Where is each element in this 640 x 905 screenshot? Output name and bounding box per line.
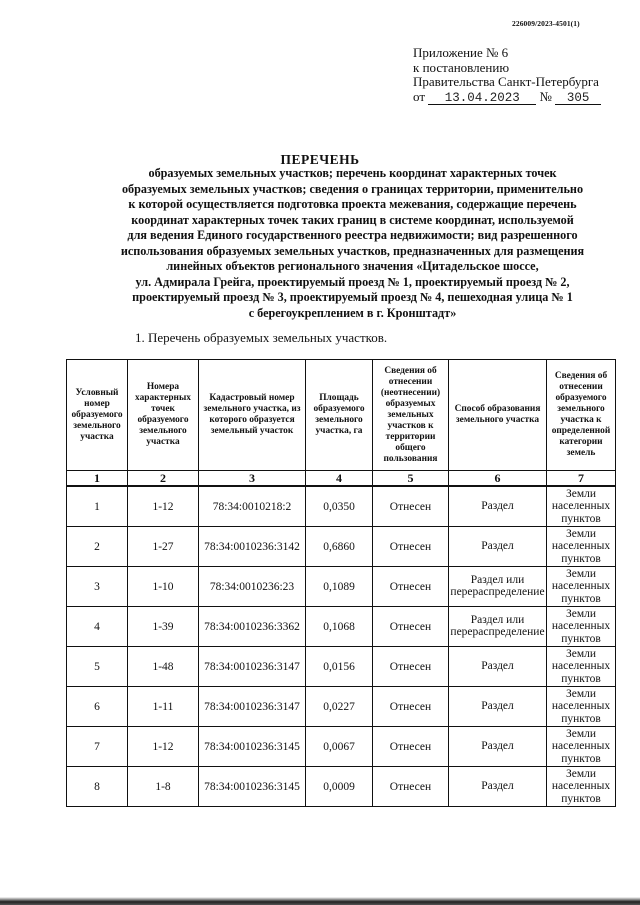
cell-land-category: Земли населенных пунктов	[547, 687, 616, 727]
cell-area: 0,6860	[306, 527, 373, 567]
cell-public-use-status: Отнесен	[373, 527, 449, 567]
document-heading: ПЕРЕЧЕНЬ	[280, 152, 360, 167]
cell-point-numbers: 1-12	[128, 486, 199, 527]
subtitle-line: с берегоукреплением в г. Кронштадт»	[248, 305, 457, 320]
cell-point-numbers: 1-11	[128, 687, 199, 727]
cell-area: 0,1089	[306, 567, 373, 607]
cell-cadastral-number: 78:34:0010236:3147	[199, 647, 306, 687]
cell-area: 0,0350	[306, 486, 373, 527]
cell-plot-number: 7	[67, 727, 128, 767]
cell-land-category: Земли населенных пунктов	[547, 767, 616, 807]
cell-formation-method: Раздел	[449, 727, 547, 767]
appendix-title: Приложение № 6	[413, 45, 509, 60]
cell-formation-method: Раздел или перераспределение	[449, 607, 547, 647]
column-number: 2	[128, 471, 199, 487]
cell-public-use-status: Отнесен	[373, 767, 449, 807]
cell-land-category: Земли населенных пунктов	[547, 527, 616, 567]
subtitle-line: ул. Адмирала Грейга, проектируемый проезд № 1, проектируемый проезд № 2,	[135, 274, 570, 289]
cell-public-use-status: Отнесен	[373, 486, 449, 527]
table-row	[67, 647, 616, 687]
cell-formation-method: Раздел	[449, 527, 547, 567]
cell-public-use-status: Отнесен	[373, 567, 449, 607]
cell-plot-number: 6	[67, 687, 128, 727]
number-label: №	[539, 88, 552, 104]
table-row	[67, 727, 616, 767]
header-public-use-status: Сведения об отнесении (неотнесении) образуемых земельных участков к территории общего пользования	[373, 360, 449, 471]
cell-land-category: Земли населенных пунктов	[547, 647, 616, 687]
header-plot-number: Условный номер образуемого земельного участка	[67, 360, 128, 471]
appendix-government: Правительства Санкт-Петербурга	[413, 74, 599, 89]
subtitle-line: использования образуемых земельных участков, предназначенных для размещения	[120, 243, 585, 258]
column-number: 3	[199, 471, 306, 487]
scan-bottom-edge	[0, 897, 640, 905]
table-row	[67, 486, 616, 527]
cell-cadastral-number: 78:34:0010236:3142	[199, 527, 306, 567]
subtitle-line: линейных объектов регионального значения «Цитадельское шоссе,	[166, 259, 539, 273]
cell-cadastral-number: 78:34:0010236:3362	[199, 607, 306, 647]
from-label: от	[413, 88, 426, 104]
table-row	[67, 687, 616, 727]
cell-plot-number: 5	[67, 647, 128, 687]
cell-plot-number: 1	[67, 486, 128, 527]
cell-land-category: Земли населенных пунктов	[547, 567, 616, 607]
appendix-resolution-label: к постановлению	[413, 59, 510, 75]
cell-land-category: Земли населенных пунктов	[547, 486, 616, 527]
subtitle-line: образуемых земельных участков; перечень координат характерных точек	[148, 166, 557, 180]
cell-formation-method: Раздел	[449, 486, 547, 527]
cell-cadastral-number: 78:34:0010218:2	[199, 486, 306, 527]
resolution-number: 305	[555, 92, 601, 105]
subtitle-line: проектируемый проезд № 3, проектируемый проезд № 4, пешеходная улица № 1	[132, 290, 573, 304]
cell-public-use-status: Отнесен	[373, 647, 449, 687]
cell-area: 0,0067	[306, 727, 373, 767]
cell-land-category: Земли населенных пунктов	[547, 607, 616, 647]
cell-cadastral-number: 78:34:0010236:23	[199, 567, 306, 607]
cell-plot-number: 3	[67, 567, 128, 607]
cell-formation-method: Раздел	[449, 687, 547, 727]
cell-formation-method: Раздел или перераспределение	[449, 567, 547, 607]
cell-area: 0,0156	[306, 647, 373, 687]
header-cadastral-number: Кадастровый номер земельного участка, из которого образуется земельный участок	[199, 360, 306, 471]
header-area: Площадь образуемого земельного участка, га	[306, 360, 373, 471]
cell-public-use-status: Отнесен	[373, 687, 449, 727]
document-subtitle	[60, 166, 640, 321]
appendix-block	[413, 46, 613, 105]
column-number: 4	[306, 471, 373, 487]
column-number-row	[67, 471, 616, 487]
cell-formation-method: Раздел	[449, 647, 547, 687]
subtitle-line: образуемых земельных участков; сведения о границах территории, применительно	[121, 181, 584, 196]
header-formation-method: Способ образования земельного участка	[449, 360, 547, 471]
cell-public-use-status: Отнесен	[373, 607, 449, 647]
cell-point-numbers: 1-39	[128, 607, 199, 647]
document-registration-number: 226009/2023-4501(1)	[512, 19, 580, 28]
column-number: 1	[67, 471, 128, 487]
cell-land-category: Земли населенных пунктов	[547, 727, 616, 767]
cell-point-numbers: 1-12	[128, 727, 199, 767]
table-row	[67, 767, 616, 807]
header-point-numbers: Номера характерных точек образуемого земельного участка	[128, 360, 199, 471]
subtitle-line: координат характерных точек таких границ в системе координат, используемой	[131, 212, 574, 227]
cell-area: 0,1068	[306, 607, 373, 647]
cell-plot-number: 4	[67, 607, 128, 647]
cell-point-numbers: 1-27	[128, 527, 199, 567]
cell-cadastral-number: 78:34:0010236:3145	[199, 727, 306, 767]
resolution-date: 13.04.2023	[428, 92, 536, 105]
cell-area: 0,0009	[306, 767, 373, 807]
appendix-date-line	[413, 90, 613, 105]
cell-plot-number: 8	[67, 767, 128, 807]
table-header-row	[67, 360, 616, 471]
cell-public-use-status: Отнесен	[373, 727, 449, 767]
column-number: 6	[449, 471, 547, 487]
cell-formation-method: Раздел	[449, 767, 547, 807]
land-plots-table	[66, 359, 616, 807]
subtitle-line: к которой осуществляется подготовка проекта межевания, содержащие перечень	[128, 197, 577, 211]
subtitle-line: для ведения Единого государственного реестра недвижимости; вид разрешенного	[127, 228, 578, 242]
cell-point-numbers: 1-48	[128, 647, 199, 687]
cell-point-numbers: 1-10	[128, 567, 199, 607]
header-land-category: Сведения об отнесении образуемого земельного участка к определенной категории земель	[547, 360, 616, 471]
cell-area: 0,0227	[306, 687, 373, 727]
cell-point-numbers: 1-8	[128, 767, 199, 807]
table-row	[67, 607, 616, 647]
table-row	[67, 527, 616, 567]
table-row	[67, 567, 616, 607]
cell-plot-number: 2	[67, 527, 128, 567]
column-number: 7	[547, 471, 616, 487]
column-number: 5	[373, 471, 449, 487]
cell-cadastral-number: 78:34:0010236:3147	[199, 687, 306, 727]
section-heading: 1. Перечень образуемых земельных участков.	[135, 330, 388, 345]
cell-cadastral-number: 78:34:0010236:3145	[199, 767, 306, 807]
